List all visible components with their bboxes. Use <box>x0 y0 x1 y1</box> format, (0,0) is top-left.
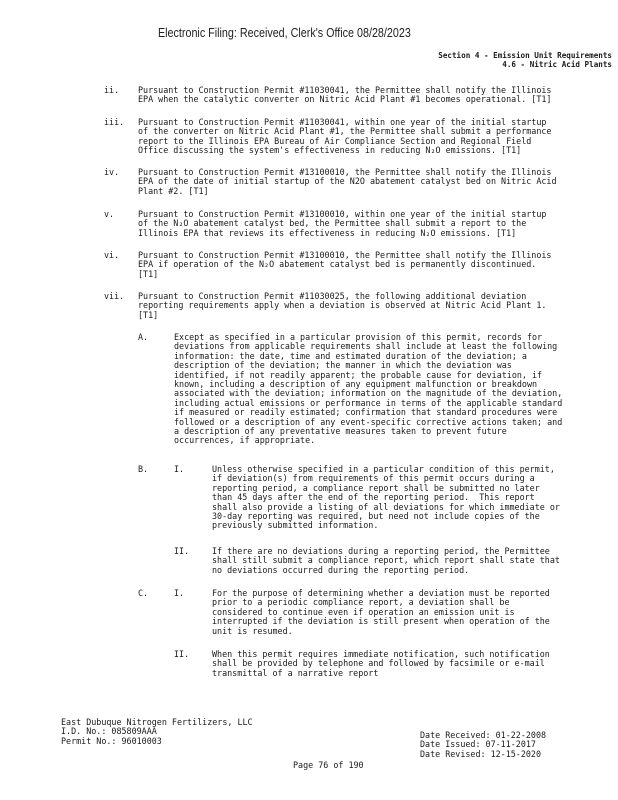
text-line: unit is resumed. <box>212 625 293 636</box>
permit-number: Permit No.: 96010003 <box>61 735 162 746</box>
item-number: iv. <box>104 167 120 177</box>
text-line: previously submitted information. <box>212 520 379 531</box>
item-number: iii. <box>104 117 125 127</box>
company-name: East Dubuque Nitrogen Fertilizers, LLC <box>61 717 253 727</box>
text-line: Plant #2. [T1] <box>138 185 209 196</box>
text-line: Office discussing the system's effectiveness in reducing N₂O emissions. [T1] <box>138 145 522 156</box>
text-line: occurrences, if appropriate. <box>174 435 316 446</box>
text-line: including actual emissions or performance in terms of the applicable standard <box>174 397 563 408</box>
text-line: When this permit requires immediate notification, such notification <box>212 649 550 659</box>
id-number: I.D. No.: 085809AAA <box>61 726 157 737</box>
text-line: Pursuant to Construction Permit #11030025, the following additional deviation <box>138 291 527 301</box>
item-number: vi. <box>104 250 120 260</box>
text-line: no deviations occurred during the reporting period. <box>212 564 470 575</box>
item-number: I. <box>174 464 185 474</box>
text-line: shall be provided by telephone and followed by facsimile or e-mail <box>212 658 545 669</box>
page-number: Page 76 of 190 <box>293 760 364 770</box>
text-line: Pursuant to Construction Permit #11030041, the Permittee shall notify the Illinois <box>138 85 552 95</box>
item-number: vii. <box>104 291 125 301</box>
filing-stamp: Electronic Filing: Received, Clerk's Office 08/28/2023 <box>158 26 411 40</box>
text-line: EPA of the date of initial startup of the N2O abatement catalyst bed on Nitric Acid <box>138 176 557 187</box>
text-line: associated with the deviation; information on the magnitude of the deviation, <box>174 388 563 399</box>
item-number: II. <box>174 546 190 556</box>
text-line: prior to a periodic compliance report, a deviation shall be <box>212 597 510 608</box>
item-number: II. <box>174 649 190 659</box>
date-revised: Date Revised: 12-15-2020 <box>420 748 542 759</box>
text-line: report to the Illinois EPA Bureau of Air Compliance Section and Regional Field <box>138 135 532 146</box>
text-line: [T1] <box>138 309 159 320</box>
text-line: EPA when the catalytic converter on Nitric Acid Plant #1 becomes operational. [T1] <box>138 94 552 105</box>
text-line: information: the date, time and estimated duration of the deviation; a <box>174 350 527 361</box>
footer-dates <box>420 731 546 759</box>
text-line: Illinois EPA that reviews its effectiveness in reducing N₂O emissions. [T1] <box>138 227 517 238</box>
text-line: Pursuant to Construction Permit #13100010, within one year of the initial startup <box>138 209 547 219</box>
date-received: Date Received: 01-22-2008 <box>420 730 547 740</box>
text-line: Unless otherwise specified in a particular condition of this permit, <box>212 464 555 474</box>
text-line: Pursuant to Construction Permit #13100010, the Permittee shall notify the Illinois <box>138 250 552 260</box>
text-line: a description of any preventative measures taken to prevent future <box>174 426 507 437</box>
text-line: [T1] <box>138 268 159 279</box>
sub-item-label: C. <box>138 588 149 598</box>
text-line: description of the deviation; the manner in which the deviation was <box>174 360 512 371</box>
item-number: v. <box>104 209 115 219</box>
text-line: interrupted if the deviation is still present when operation of the <box>212 616 550 627</box>
text-line: followed or a description of any event-specific corrective actions taken; and <box>174 416 563 427</box>
text-line: transmittal of a narrative report <box>212 667 379 678</box>
footer-facility-info <box>61 718 253 746</box>
item-number: ii. <box>104 85 120 95</box>
text-line: identified, if not readily apparent; the probable cause for deviation, if <box>174 369 543 380</box>
sub-item-label: B. <box>138 464 149 474</box>
section-title: Section 4 - Emission Unit Requirements <box>438 51 612 60</box>
text-line: considered to continue even if operation an emission unit is <box>212 606 515 617</box>
text-line: shall still submit a compliance report, which report shall state that <box>212 555 560 566</box>
text-line: if measured or readily estimated; confirmation that standard procedures were <box>174 407 558 418</box>
section-header <box>438 51 612 69</box>
text-line: 30-day reporting was required, but need not include copies of the <box>212 511 540 522</box>
text-line: of the N₂O abatement catalyst bed, the Permittee shall submit a report to the <box>138 218 527 229</box>
text-line: of the converter on Nitric Acid Plant #1, the Permittee shall submit a performance <box>138 126 552 137</box>
text-line: reporting requirements apply when a deviation is observed at Nitric Acid Plant 1. <box>138 300 547 311</box>
text-line: EPA if operation of the N₂O abatement catalyst bed is permanently discontinued. <box>138 259 537 270</box>
text-line: For the purpose of determining whether a deviation must be reported <box>212 588 550 598</box>
text-line: shall also provide a listing of all deviations for which immediate or <box>212 501 560 512</box>
text-line: Pursuant to Construction Permit #11030041, within one year of the initial startup <box>138 117 547 127</box>
text-line: If there are no deviations during a reporting period, the Permittee <box>212 546 550 556</box>
text-line: than 45 days after the end of the reporting period. This report <box>212 492 535 503</box>
item-number: I. <box>174 588 185 598</box>
text-line: Pursuant to Construction Permit #13100010, the Permittee shall notify the Illinois <box>138 167 552 177</box>
text-line: reporting period, a compliance report shall be submitted no later <box>212 482 540 493</box>
date-issued: Date Issued: 07-11-2017 <box>420 739 536 750</box>
text-line: known, including a description of any equipment malfunction or breakdown <box>174 379 538 390</box>
text-line: if deviation(s) from requirements of this permit occurs during a <box>212 473 535 484</box>
subsection-title: 4.6 - Nitric Acid Plants <box>502 60 612 69</box>
text-line: deviations from applicable requirements shall include at least the following <box>174 341 558 352</box>
item-number: A. <box>138 332 149 342</box>
text-line: Except as specified in a particular provision of this permit, records for <box>174 332 543 342</box>
